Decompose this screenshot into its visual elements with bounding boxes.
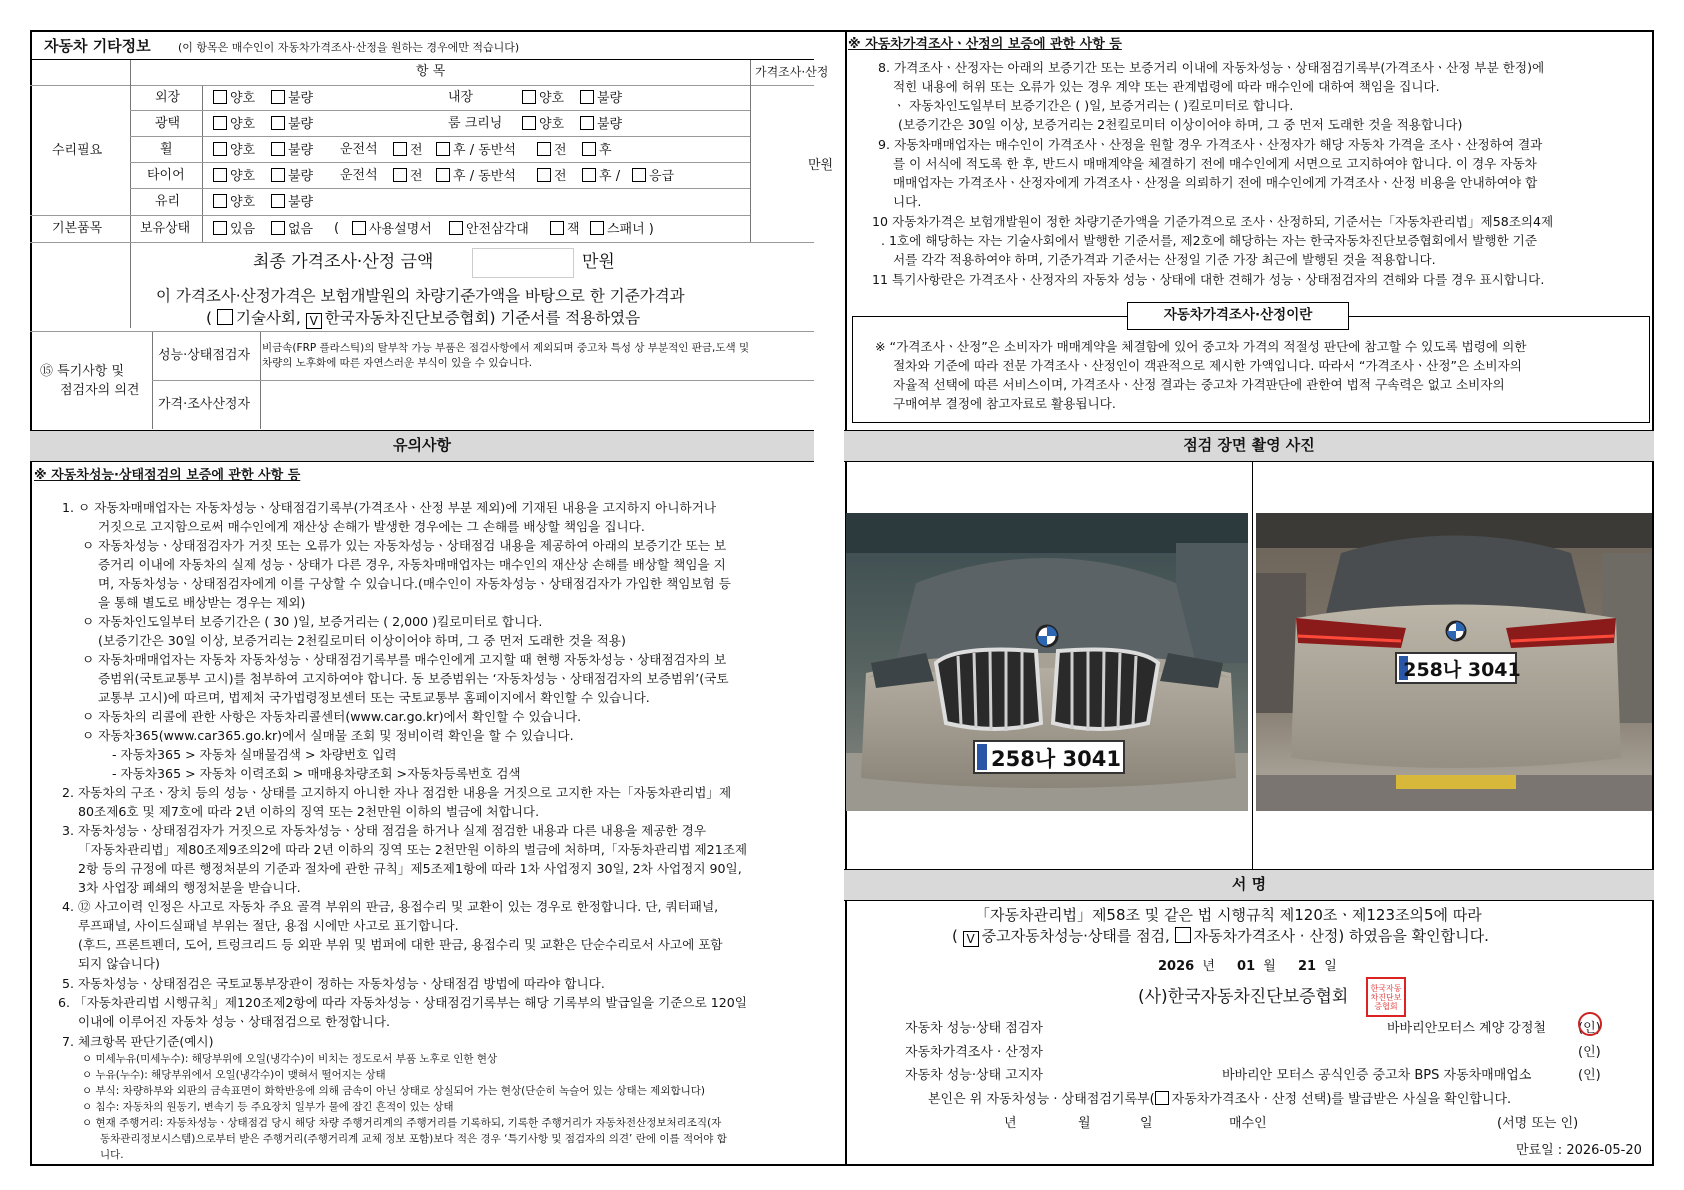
divider	[30, 242, 814, 243]
divider	[130, 188, 750, 189]
price-definition-line: 구매여부 결정에 참고자료로 활용됩니다.	[893, 396, 1116, 411]
performance-note-line1: 비금속(FRP 플라스틱)의 탈부착 가능 부품은 점검사항에서 제외되며 중고차 특성 상 부분적인 판금,도색 및	[262, 342, 750, 354]
room-cleaning-bad[interactable]: 불량	[580, 116, 622, 133]
price-guarantee-item: 니다.	[893, 194, 922, 209]
notice-line: - 자동차365 > 자동차 실매물검색 > 차량번호 입력	[112, 747, 397, 762]
sign-or-seal: (서명 또는 인)	[1497, 1116, 1579, 1131]
notice-line: 3. 자동차성능ㆍ상태점검자가 거짓으로 자동차성능ㆍ상태 점검을 하거나 실제 점검한 내용과 다른 내용을 제공한 경우	[62, 823, 707, 838]
notice-line: 을 통해 별도로 배상받는 경우는 제외)	[98, 595, 306, 610]
price-guarantee-item: 적힌 내용에 허위 또는 오류가 있는 경우 계약 또는 관계법령에 따라 매수인에 대하여 책임을 집니다.	[893, 79, 1440, 94]
notice-line: - 자동차365 > 자동차 이력조회 > 매매용차량조회 >자동차등록번호 검색	[112, 766, 521, 781]
issue-day: 21	[1297, 959, 1317, 974]
exterior-bad[interactable]: 불량	[271, 90, 313, 107]
price-guarantee-item: 8. 가격조사ㆍ산정자는 아래의 보증기간 또는 보증거리 이내에 자동차성능ㆍ상태점검기록부(가격조사ㆍ산정 부분 한정)에	[878, 60, 1545, 75]
checkbox[interactable]	[213, 116, 227, 130]
exterior-label: 외장	[155, 90, 181, 105]
tire-emergency[interactable]: 응급	[632, 168, 674, 185]
notice-line: 증거리 이내에 자동차의 실제 성능ㆍ상태가 다른 경우, 자동차매매업자는 매수인의 재산상 손해를 배상할 책임을 지	[98, 557, 726, 572]
checkbox-checked[interactable]: V	[306, 313, 322, 329]
association-name: (사)한국자동차진단보증협회	[1138, 987, 1349, 1007]
issue-date: 2026 년 01 월 21 일	[1158, 959, 1337, 974]
owned-yes[interactable]: 있음	[213, 221, 255, 238]
price-guarantee-item: 를 이 서식에 적도록 한 후, 반드시 매매계약을 체결하기 전에 매수인에게 서면으로 고지하여야 합니다. 이 경우 자동차	[893, 156, 1537, 171]
price-definition-line: ※ “가격조사ㆍ산정”은 소비자가 매매계약을 체결함에 있어 중고차 가격의 적절성 판단에 참고할 수 있도록 법령에 의한	[875, 339, 1527, 354]
sign-row-label: 자동차가격조사 · 산정자	[905, 1045, 1043, 1060]
wheel-front[interactable]: 전	[393, 142, 423, 159]
divider	[130, 162, 750, 163]
final-price-label: 최종 가격조사·산정 금액	[253, 252, 434, 272]
divider	[152, 380, 814, 381]
checkbox[interactable]	[590, 221, 604, 235]
price-guarantee-item: 매매업자는 가격조사ㆍ산정자에게 가격조사ㆍ산정을 의뢰하기 전에 매수인에게 가격조사ㆍ산정 비용을 안내하여야 합	[893, 175, 1538, 190]
notice-line: 「자동차관리법」제80조제9조의2에 따라 2년 이하의 징역 또는 2천만원 이하의 벌금에 처하며,「자동차관리법 제21조제	[78, 842, 748, 857]
glass-bad[interactable]: 불량	[271, 194, 313, 211]
receipt-month: 월	[1078, 1116, 1091, 1131]
criteria-line: ㅇ 미세누유(미세누수): 해당부위에 오일(냉각수)이 비치는 정도로서 부품 노후로 인한 현상	[82, 1053, 498, 1065]
car-front-illustration	[846, 513, 1248, 811]
divider	[30, 215, 750, 216]
notice-line: ㅇ 자동차성능ㆍ상태점검자가 거짓 또는 오류가 있는 자동차성능ㆍ상태점검 내용을 제공하여 아래의 보증기간 또는 보	[82, 538, 727, 553]
checkbox[interactable]	[1175, 927, 1191, 943]
notice-line: ㅇ 자동차365(www.car365.go.kr)에서 실매물 조회 및 정비이력 확인을 할 수 있습니다.	[82, 728, 574, 743]
car-rear-illustration	[1256, 513, 1652, 811]
receipt-year: 년	[1004, 1116, 1017, 1131]
issue-year: 2026	[1158, 959, 1195, 974]
checkbox[interactable]	[271, 90, 285, 104]
room-cleaning-label: 룸 크리닝	[448, 116, 503, 131]
price-definition-title: 자동차가격조사·산정이란	[1127, 302, 1349, 330]
seal-mark: (인)	[1578, 1021, 1601, 1036]
special-notes-label2: 점검자의 의견	[60, 383, 140, 398]
basic-items-label: 기본품목	[52, 221, 103, 236]
gloss-label: 광택	[155, 116, 181, 131]
price-guarantee-item: 11 특기사항란은 가격조사ㆍ산정자의 자동차 성능ㆍ상태에 대한 견해가 성능ㆍ상태점검자의 견해와 다를 경우 표시합니다.	[872, 272, 1545, 287]
notice-line: 교통부 고시)에 따르며, 법제처 국가법령정보센터 또는 국토교통부 홈페이지에서 확인할 수 있습니다.	[98, 690, 650, 705]
checkbox[interactable]	[213, 221, 227, 235]
criteria-line: ㅇ 부식: 차량하부와 외판의 금속표면이 화학반응에 의해 금속이 아닌 상태로 상실되어 가는 현상(단순히 녹슬어 있는 상태는 제외합니다)	[82, 1085, 705, 1097]
performance-inspector-label: 성능·상태점검자	[158, 348, 251, 363]
basis-line1: 이 가격조사·산정가격은 보험개발원의 차량기준가액을 바탕으로 한 기준가격과	[156, 287, 685, 305]
price-guarantee-item: 9. 자동차매매업자는 매수인이 가격조사ㆍ산정을 원할 경우 가격조사ㆍ산정자가 해당 자동차 가격을 조사ㆍ산정하여 결과	[878, 137, 1543, 152]
expiry-date: 만료일 : 2026-05-20	[1516, 1143, 1642, 1158]
notice-line: 5. 자동차성능ㆍ상태점검은 국토교통부장관이 정하는 자동차성능ㆍ상태점검 방법에 따라야 합니다.	[62, 976, 605, 991]
checkbox[interactable]	[271, 221, 285, 235]
checkbox[interactable]	[580, 90, 594, 104]
checkbox[interactable]	[537, 168, 551, 182]
checkbox[interactable]	[393, 142, 407, 156]
notice-line: (후드, 프론트펜더, 도어, 트렁크리드 등 외판 부위 및 범퍼에 대한 판금, 용접수리 및 교환은 단순수리로서 사고에 포함	[78, 937, 723, 952]
price-unit: 만원	[808, 158, 834, 173]
col-item-header: 항 목	[416, 64, 446, 79]
checkbox[interactable]	[436, 168, 450, 182]
notice-line: 증범위(국토교통부 고시)를 첨부하여 고지하여야 합니다. 동 보증범위는 ‘자동차성능ㆍ상태점검자의 보증범위’(국토	[98, 671, 729, 686]
wheel-good[interactable]: 양호	[213, 142, 255, 159]
notice-line: 며, 자동차성능ㆍ상태점검자에게 이를 구상할 수 있습니다.(매수인이 자동차성능ㆍ상태점검자가 가입한 책임보험 등	[98, 576, 731, 591]
car-front-photo	[846, 513, 1248, 811]
notice-line: ㅇ 자동차매매업자는 자동차 자동차성능ㆍ상태점검기록부를 매수인에게 고지할 때 현행 자동차성능ㆍ상태점검자의 보	[82, 652, 727, 667]
interior-bad[interactable]: 불량	[580, 90, 622, 107]
checkbox[interactable]	[550, 221, 564, 235]
notice-line: 3차 사업장 폐쇄의 행정처분을 받습니다.	[78, 880, 301, 895]
checkbox[interactable]	[217, 309, 233, 325]
etc-info-title: 자동차 기타정보	[44, 37, 151, 55]
divider	[750, 60, 751, 242]
basis-opt1: 기술사회,	[236, 309, 301, 327]
notice-line: 2항 등의 규정에 따른 행정처분의 기준과 절차에 관한 규칙」제5조제1항에 따라 1차 사업정지 30일, 2차 사업정지 90일,	[78, 861, 742, 876]
open-paren: (	[334, 221, 340, 236]
criteria-line: ㅇ 누유(누수): 해당부위에서 오일(냉각수)이 맺혀서 떨어지는 상태	[82, 1069, 386, 1081]
notice-line: ㅇ 자동차의 리콜에 관한 사항은 자동차리콜센터(www.car.go.kr)에서 확인할 수 있습니다.	[82, 709, 582, 724]
signature-band: 서 명	[844, 869, 1654, 901]
glass-good[interactable]: 양호	[213, 194, 255, 211]
car-rear-photo	[1256, 513, 1652, 811]
final-price-input[interactable]	[472, 248, 574, 278]
notice-line: 이내에 이루어진 자동차 성능ㆍ상태점검으로 한정합니다.	[78, 1014, 390, 1029]
checkbox[interactable]	[582, 168, 596, 182]
tire-good[interactable]: 양호	[213, 168, 255, 185]
price-guarantee-title: ※ 자동차가격조사ㆍ산정의 보증에 관한 사항 등	[848, 37, 1122, 52]
divider	[30, 85, 814, 86]
criteria-line: 니다.	[100, 1149, 124, 1161]
criteria-line: ㅇ 침수: 자동차의 원동기, 변속기 등 주요장치 일부가 물에 잠긴 흔적이 있는 상태	[82, 1101, 454, 1113]
checkbox[interactable]	[522, 116, 536, 130]
seal-mark: (인)	[1578, 1045, 1601, 1060]
checkbox[interactable]	[393, 168, 407, 182]
interior-label: 내장	[448, 90, 474, 105]
price-guarantee-item: 서를 각각 적용하여야 하며, 기준가격과 기준서는 산정일 기준 가장 최근에 발행된 것을 적용합니다.	[893, 252, 1436, 267]
checkbox[interactable]	[1155, 1091, 1169, 1105]
price-assessor-label: 가격·조사산정자	[158, 397, 251, 412]
wheel-bad[interactable]: 불량	[271, 142, 313, 159]
divider	[130, 60, 131, 328]
owned-no[interactable]: 없음	[271, 221, 313, 238]
wheel-front2[interactable]: 전	[537, 142, 567, 159]
checkbox[interactable]	[271, 142, 285, 156]
notice-line: 2. 자동차의 구조ㆍ장치 등의 성능ㆍ상태를 고지하지 아니한 자나 점검한 내용을 거짓으로 고지한 자는「자동차관리법」제	[62, 785, 732, 800]
manual-option[interactable]: 사용설명서	[352, 221, 432, 238]
sign-row-label: 자동차 성능·상태 고지자	[905, 1068, 1043, 1083]
sign-row-value: 바바리안 모터스 공식인증 중고차 BPS 자동차매매업소	[1222, 1068, 1532, 1083]
notice-line: (보증기간은 30일 이상, 보증거리는 2천킬로미터 이상이어야 하며, 그 중 먼저 도래한 것을 적용)	[98, 633, 626, 648]
col-price-header: 가격조사·산정	[755, 65, 829, 79]
confirm-opt1: 중고자동차성능·상태를 점검,	[981, 927, 1170, 945]
checkbox[interactable]	[213, 142, 227, 156]
notice-line: 루프패널, 사이드실패널 부위는 절단, 용접 시에만 사고로 표기합니다.	[78, 918, 459, 933]
checkbox-checked[interactable]: V	[963, 931, 979, 947]
room-cleaning-good[interactable]: 양호	[522, 116, 564, 133]
notice-line: 4. ⑫ 사고이력 인정은 사고로 자동차 주요 골격 부위의 판금, 용접수리 및 교환이 있는 경우로 한정합니다. 단, 쿼터패널,	[62, 899, 719, 914]
license-plate-text: 258나 3041	[1403, 659, 1521, 681]
checkbox[interactable]	[352, 221, 366, 235]
tire-front[interactable]: 전	[393, 168, 423, 185]
notice-line: 되지 않습니다)	[78, 956, 160, 971]
exterior-good[interactable]: 양호	[213, 90, 255, 107]
owned-status-label: 보유상태	[140, 221, 191, 236]
notice-line: ㅇ 자동차인도일부터 보증기간은 ( 30 )일, 보증거리는 ( 2,000 )킬로미터로 합니다.	[82, 614, 543, 629]
tire-label: 타이어	[147, 168, 185, 183]
notice-band: 유의사항	[30, 430, 814, 462]
triangle-option[interactable]: 안전삼각대	[449, 221, 529, 238]
sign-row-value: 바바리안모터스 계양 강정철	[1387, 1021, 1546, 1036]
etc-info-note: (이 항목은 매수인이 자동차가격조사·산정을 원하는 경우에만 적습니다)	[178, 41, 520, 54]
tire-rear2[interactable]: 후 /	[582, 168, 620, 185]
checkbox[interactable]	[213, 194, 227, 208]
tire-rear[interactable]: 후 / 동반석	[436, 168, 516, 185]
final-price-unit: 만원	[582, 252, 615, 272]
spanner-option[interactable]: 스패너 )	[590, 221, 654, 238]
tire-driver-label: 운전석	[340, 168, 378, 183]
divider	[130, 136, 750, 137]
gloss-bad[interactable]: 불량	[271, 116, 313, 133]
checkbox[interactable]	[271, 168, 285, 182]
interior-good[interactable]: 양호	[522, 90, 564, 107]
notice-line: 6. 「자동차관리법 시행규칙」제120조제2항에 따라 자동차성능ㆍ상태점검기록부는 해당 기록부의 발급일을 기준으로 120일	[58, 995, 747, 1010]
glass-label: 유리	[155, 194, 181, 209]
gloss-good[interactable]: 양호	[213, 116, 255, 133]
notice-line: 7. 체크항목 판단기준(예시)	[62, 1034, 214, 1049]
price-guarantee-item: . 1호에 해당하는 자는 기술사회에서 발행한 기준서를, 제2호에 해당하는 자는 한국자동차진단보증협회에서 발행한 기준	[881, 233, 1538, 248]
photo-band: 점검 장면 촬영 사진	[844, 430, 1654, 462]
divider	[1252, 462, 1253, 869]
checkbox[interactable]	[436, 142, 450, 156]
basis-opt2: 한국자동차진단보증협회) 기준서를 적용하였음	[324, 309, 641, 327]
buyer-label: 매수인	[1229, 1116, 1267, 1131]
divider	[30, 59, 814, 60]
performance-note-line2: 차량의 노후화에 따른 자연스러운 부식이 있을 수 있습니다.	[262, 357, 533, 369]
tire-bad[interactable]: 불량	[271, 168, 313, 185]
performance-guarantee-title: ※ 자동차성능·상태점검의 보증에 관한 사항 등	[34, 468, 301, 483]
receipt-day: 일	[1140, 1116, 1153, 1131]
checkbox[interactable]	[522, 90, 536, 104]
checkbox[interactable]	[271, 194, 285, 208]
wheel-label: 휠	[160, 142, 173, 157]
price-guarantee-item: 10 자동차가격은 보험개발원이 정한 차량기준가액을 기준가격으로 조사ㆍ산정하되, 기준서는「자동차관리법」제58조의4제	[872, 214, 1554, 229]
wheel-driver-label: 운전석	[340, 142, 378, 157]
inspector-seal-icon	[1578, 1012, 1602, 1036]
divider	[30, 331, 814, 332]
law-line: 「자동차관리법」제58조 및 같은 법 시행규칙 제120조ㆍ제123조의5에 따라	[975, 906, 1482, 924]
price-definition-line: 자율적 선택에 따른 서비스이며, 가격조사ㆍ산정 결과는 중고차 가격판단에 관한여 법적 구속력은 없고 소비자의	[893, 377, 1505, 392]
special-notes-label1: ⑮ 특기사항 및	[40, 364, 125, 379]
wheel-rear[interactable]: 후 / 동반석	[436, 142, 516, 159]
criteria-line: 동차관리정보시스템)으로부터 받은 주행거리(주행거리계 교체 정보 포함)보다 적은 경우 ‘특기사항 및 점검자의 의견’ 란에 이를 적어야 합	[100, 1133, 727, 1145]
checkbox[interactable]	[582, 142, 596, 156]
notice-line: 80조제6호 및 제7호에 따라 2년 이하의 징역 또는 2천만원 이하의 벌금에 처합니다.	[78, 804, 540, 819]
price-guarantee-item: ㆍ 자동차인도일부터 보증기간은 ( )일, 보증거리는 ( )킬로미터로 합니다.	[893, 98, 1294, 113]
seal-mark: (인)	[1578, 1068, 1601, 1083]
sign-row-label: 자동차 성능·상태 점검자	[905, 1021, 1043, 1036]
confirm-line: ( V 중고자동차성능·상태를 점검, 자동차가격조사 · 산정) 하였음을 확인합니다.	[952, 927, 1489, 946]
basis-line2: ( 기술사회, V 한국자동차진단보증협회) 기준서를 적용하였음	[206, 309, 641, 328]
divider	[130, 110, 750, 111]
checkbox[interactable]	[213, 90, 227, 104]
checkbox[interactable]	[449, 221, 463, 235]
checkbox[interactable]	[213, 168, 227, 182]
checkbox[interactable]	[580, 116, 594, 130]
checkbox[interactable]	[632, 168, 646, 182]
receipt-line: 본인은 위 자동차성능 · 상태점검기록부( 자동차가격조사 · 산정 선택)를 발급받은 사실을 확인합니다.	[928, 1092, 1512, 1107]
association-seal: 한국자동차진단보증협회	[1366, 977, 1406, 1017]
wheel-rear2[interactable]: 후	[582, 142, 612, 159]
price-guarantee-item: (보증기간은 30일 이상, 보증거리는 2천킬로미터 이상이어야 하며, 그 중 먼저 도래한 것을 적용합니다)	[898, 117, 1463, 132]
notice-line: 거짓으로 고지함으로써 매수인에게 재산상 손해가 발생한 경우에는 그 손해를 배상할 책임을 집니다.	[98, 519, 645, 534]
issue-month: 01	[1237, 959, 1256, 974]
tire-front2[interactable]: 전	[537, 168, 567, 185]
confirm-opt2: 자동차가격조사 · 산정) 하였음을 확인합니다.	[1193, 927, 1489, 945]
price-definition-line: 절차와 기준에 따라 전문 가격조사ㆍ산정인이 객관적으로 제시한 가액입니다. 따라서 “가격조사ㆍ산정”은 소비자의	[893, 358, 1522, 373]
checkbox[interactable]	[537, 142, 551, 156]
checkbox[interactable]	[271, 116, 285, 130]
criteria-line: ㅇ 현재 주행거리: 자동차성능ㆍ상태점검 당시 해당 차량 주행거리계의 주행거리를 기록하되, 기록한 주행거리가 자동차전산정보처리조직(자	[82, 1117, 722, 1129]
notice-line: 1. ㅇ 자동차매매업자는 자동차성능ㆍ상태점검기록부(가격조사ㆍ산정 부분 제외)에 기재된 내용을 고지하지 아니하거나	[62, 500, 716, 515]
repair-needed-label: 수리필요	[52, 143, 103, 158]
jack-option[interactable]: 잭	[550, 221, 580, 238]
license-plate-text: 258나 3041	[991, 747, 1121, 771]
